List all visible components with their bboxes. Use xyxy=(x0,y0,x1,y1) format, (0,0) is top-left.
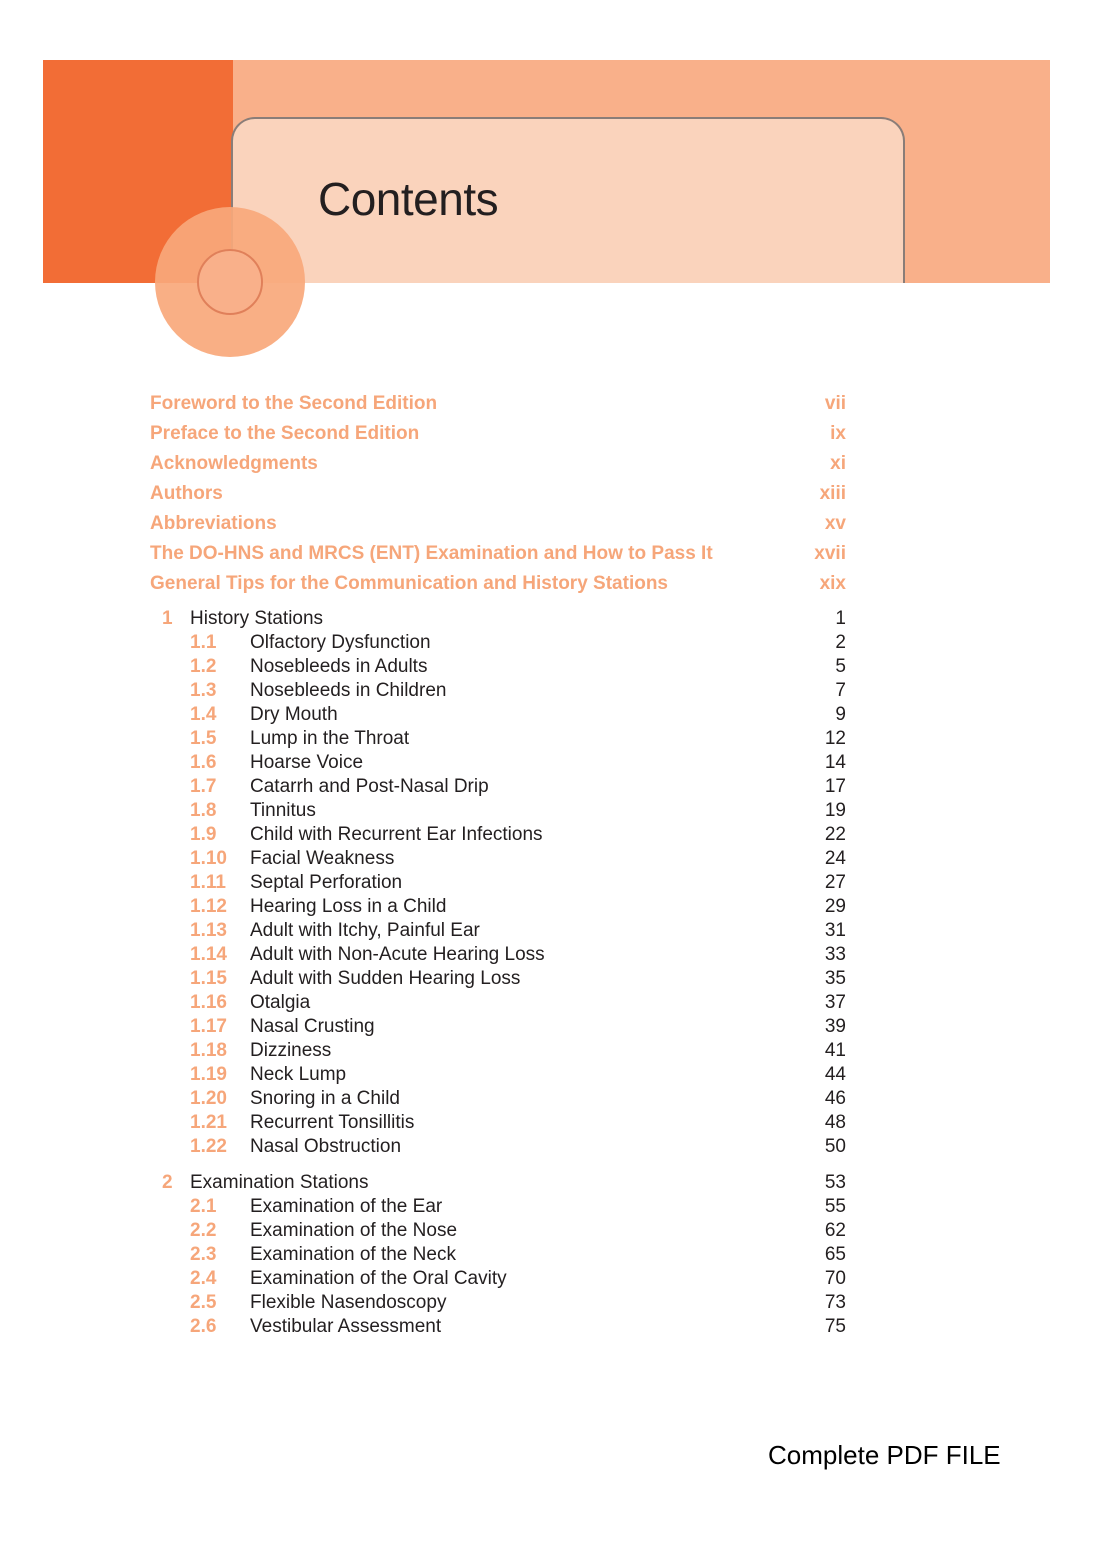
section-item[interactable] xyxy=(150,1087,846,1111)
section-number: 1.7 xyxy=(190,776,217,797)
front-matter-title: General Tips for the Communication and History Stations xyxy=(150,573,669,594)
section-page: 48 xyxy=(824,1112,846,1133)
footer-text: Complete PDF FILE xyxy=(768,1440,1001,1470)
section-item[interactable] xyxy=(150,1195,846,1219)
section-title: Facial Weakness xyxy=(250,848,395,869)
section-page: 50 xyxy=(824,1136,846,1157)
section-number: 2.2 xyxy=(190,1220,217,1241)
chapter-title: Examination Stations xyxy=(190,1172,369,1193)
section-title: Flexible Nasendoscopy xyxy=(250,1292,447,1313)
section-page: 62 xyxy=(824,1220,846,1241)
front-matter-item[interactable] xyxy=(150,539,846,569)
section-item[interactable] xyxy=(150,1267,846,1291)
section-title: Child with Recurrent Ear Infections xyxy=(250,824,543,845)
section-item[interactable] xyxy=(150,1243,846,1267)
section-title: Otalgia xyxy=(250,992,311,1013)
section-page: 70 xyxy=(824,1268,846,1289)
section-item[interactable] xyxy=(150,895,846,919)
section-page: 73 xyxy=(824,1292,846,1313)
section-page: 24 xyxy=(824,848,846,869)
section-item[interactable] xyxy=(150,823,846,847)
front-matter-page: xvii xyxy=(814,543,846,564)
section-title: Vestibular Assessment xyxy=(250,1316,442,1337)
section-item[interactable] xyxy=(150,1063,846,1087)
section-number: 1.5 xyxy=(190,728,217,749)
section-item[interactable] xyxy=(150,703,846,727)
chapter-title: History Stations xyxy=(190,608,324,629)
section-title: Nosebleeds in Adults xyxy=(250,656,428,677)
section-number: 2.3 xyxy=(190,1244,217,1265)
section-item[interactable] xyxy=(150,943,846,967)
section-number: 1.8 xyxy=(190,800,217,821)
section-number: 1.6 xyxy=(190,752,217,773)
section-number: 1.11 xyxy=(190,872,226,893)
section-number: 1.14 xyxy=(190,944,227,965)
section-title: Examination of the Oral Cavity xyxy=(250,1268,507,1289)
front-matter-title: Abbreviations xyxy=(150,513,277,534)
section-item[interactable] xyxy=(150,799,846,823)
section-page: 19 xyxy=(824,800,846,821)
section-number: 1.9 xyxy=(190,824,217,845)
section-item[interactable] xyxy=(150,679,846,703)
section-page: 33 xyxy=(824,944,846,965)
front-matter-page: ix xyxy=(830,423,846,444)
section-number: 1.19 xyxy=(190,1064,227,1085)
section-number: 2.1 xyxy=(190,1196,217,1217)
front-matter-item[interactable] xyxy=(150,569,846,599)
section-title: Adult with Sudden Hearing Loss xyxy=(250,968,521,989)
section-number: 1.20 xyxy=(190,1088,227,1109)
front-matter-title: Acknowledgments xyxy=(150,453,318,474)
front-matter-page: xv xyxy=(824,513,846,534)
section-page: 44 xyxy=(824,1064,846,1085)
front-matter-item[interactable] xyxy=(150,389,846,419)
section-title: Catarrh and Post-Nasal Drip xyxy=(250,776,489,797)
section-number: 1.17 xyxy=(190,1016,227,1037)
section-page: 31 xyxy=(824,920,846,941)
section-item[interactable] xyxy=(150,1315,846,1339)
section-number: 1.12 xyxy=(190,896,227,917)
section-title: Septal Perforation xyxy=(250,872,403,893)
section-title: Adult with Itchy, Painful Ear xyxy=(250,920,480,941)
front-matter-item[interactable] xyxy=(150,449,846,479)
section-title: Hearing Loss in a Child xyxy=(250,896,447,917)
section-item[interactable] xyxy=(150,991,846,1015)
front-matter-item[interactable] xyxy=(150,509,846,539)
section-page: 65 xyxy=(824,1244,846,1265)
section-title: Nasal Obstruction xyxy=(250,1136,402,1157)
front-matter-page: vii xyxy=(824,393,846,414)
front-matter-page: xix xyxy=(819,573,846,594)
page-title: Contents xyxy=(318,173,499,225)
chapter-page: 53 xyxy=(824,1172,846,1193)
section-number: 1.21 xyxy=(190,1112,227,1133)
section-page: 12 xyxy=(824,728,846,749)
section-title: Nasal Crusting xyxy=(250,1016,375,1037)
chapter-heading[interactable] xyxy=(150,1171,846,1195)
section-title: Neck Lump xyxy=(250,1064,347,1085)
section-item[interactable] xyxy=(150,775,846,799)
front-matter-item[interactable] xyxy=(150,419,846,449)
front-matter-item[interactable] xyxy=(150,479,846,509)
section-title: Examination of the Nose xyxy=(250,1220,458,1241)
decorative-circle-inner xyxy=(197,249,263,315)
section-page: 2 xyxy=(835,632,846,653)
section-title: Tinnitus xyxy=(250,800,316,821)
chapter-number: 2 xyxy=(162,1172,173,1193)
section-page: 37 xyxy=(824,992,846,1013)
section-page: 35 xyxy=(824,968,846,989)
front-matter-title: Authors xyxy=(150,483,223,504)
section-page: 14 xyxy=(824,752,846,773)
section-number: 2.5 xyxy=(190,1292,217,1313)
section-page: 9 xyxy=(835,704,846,725)
section-item[interactable] xyxy=(150,655,846,679)
section-title: Dizziness xyxy=(250,1040,332,1061)
section-page: 55 xyxy=(824,1196,846,1217)
front-matter-title: Foreword to the Second Edition xyxy=(150,393,438,414)
section-number: 1.18 xyxy=(190,1040,227,1061)
section-page: 39 xyxy=(824,1016,846,1037)
section-number: 2.6 xyxy=(190,1316,217,1337)
section-title: Recurrent Tonsillitis xyxy=(250,1112,415,1133)
section-page: 17 xyxy=(824,776,846,797)
section-item[interactable] xyxy=(150,1291,846,1315)
section-item[interactable] xyxy=(150,919,846,943)
section-number: 1.22 xyxy=(190,1136,227,1157)
section-item[interactable] xyxy=(150,967,846,991)
front-matter-title: Preface to the Second Edition xyxy=(150,423,420,444)
section-item[interactable] xyxy=(150,727,846,751)
section-item[interactable] xyxy=(150,631,846,655)
section-number: 1.16 xyxy=(190,992,227,1013)
section-number: 1.13 xyxy=(190,920,227,941)
chapter-page: 1 xyxy=(835,608,846,629)
section-item[interactable] xyxy=(150,871,846,895)
section-item[interactable] xyxy=(150,1015,846,1039)
front-matter-title: The DO-HNS and MRCS (ENT) Examination and How to Pass It xyxy=(150,543,713,564)
section-title: Nosebleeds in Children xyxy=(250,680,447,701)
section-page: 5 xyxy=(835,656,846,677)
section-title: Dry Mouth xyxy=(250,704,338,725)
section-item[interactable] xyxy=(150,1135,846,1159)
section-item[interactable] xyxy=(150,847,846,871)
section-item[interactable] xyxy=(150,1111,846,1135)
section-page: 46 xyxy=(824,1088,846,1109)
section-page: 41 xyxy=(824,1040,846,1061)
section-title: Adult with Non-Acute Hearing Loss xyxy=(250,944,545,965)
chapter-heading[interactable] xyxy=(150,607,846,631)
section-title: Hoarse Voice xyxy=(250,752,364,773)
section-number: 1.4 xyxy=(190,704,217,725)
section-page: 27 xyxy=(824,872,846,893)
front-matter-page: xi xyxy=(830,453,846,474)
chapter-number: 1 xyxy=(162,608,173,629)
section-page: 75 xyxy=(824,1316,846,1337)
section-number: 1.3 xyxy=(190,680,217,701)
section-number: 1.15 xyxy=(190,968,227,989)
section-page: 22 xyxy=(824,824,846,845)
section-item[interactable] xyxy=(150,1039,846,1063)
section-number: 2.4 xyxy=(190,1268,217,1289)
section-title: Olfactory Dysfunction xyxy=(250,632,431,653)
section-title: Examination of the Ear xyxy=(250,1196,443,1217)
section-item[interactable] xyxy=(150,751,846,775)
section-page: 29 xyxy=(824,896,846,917)
section-number: 1.10 xyxy=(190,848,227,869)
front-matter-page: xiii xyxy=(819,483,846,504)
section-page: 7 xyxy=(835,680,846,701)
section-title: Examination of the Neck xyxy=(250,1244,456,1265)
section-item[interactable] xyxy=(150,1219,846,1243)
section-number: 1.2 xyxy=(190,656,217,677)
section-number: 1.1 xyxy=(190,632,217,653)
section-title: Snoring in a Child xyxy=(250,1088,400,1109)
section-title: Lump in the Throat xyxy=(250,728,410,749)
